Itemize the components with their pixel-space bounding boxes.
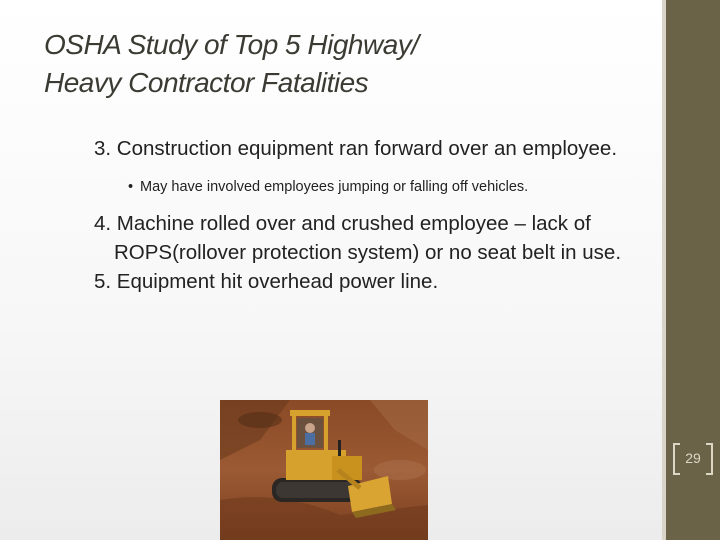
list-item-5: 5. Equipment hit overhead power line. (94, 270, 439, 293)
page-number-text: 29 (685, 450, 701, 466)
list-item-4: 4. Machine rolled over and crushed employee – lack of ROPS(rollover protection system) or no seat belt in use. (94, 212, 622, 264)
title-line-2: Heavy Contractor Fatalities (44, 67, 369, 98)
sub-bullet-text: May have involved employees jumping or falling off vehicles. (140, 179, 529, 195)
slide-title (44, 26, 644, 102)
slide-body (94, 134, 662, 296)
bullet-icon: • (128, 179, 134, 195)
sub-bullet (130, 177, 662, 197)
bulldozer-photo-icon (220, 400, 428, 540)
page-number (670, 440, 716, 478)
title-line-1: OSHA Study of Top 5 Highway/ (44, 29, 419, 60)
list-item-3: 3. Construction equipment ran forward over an employee. (94, 137, 618, 160)
